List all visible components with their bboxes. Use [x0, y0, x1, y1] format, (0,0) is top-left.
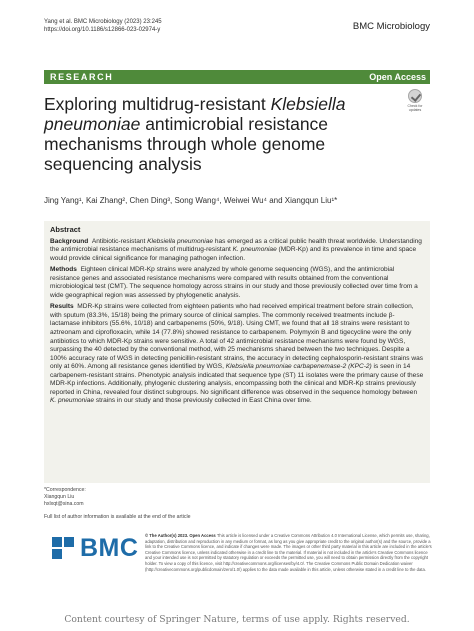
open-access-label: Open Access	[369, 72, 426, 82]
correspondence-name: Xiangqun Liu	[44, 494, 75, 500]
results-text: strains in our study and those previously collected in East China over time.	[94, 397, 312, 405]
background-text: (MDR-Kp) and its prevalence in time and space would provide clinical significance for managing pathogen infection.	[50, 246, 417, 262]
results-label: Results	[50, 303, 74, 311]
check-for-updates-label: Check for updates	[407, 104, 423, 112]
footer-watermark: Content courtesy of Springer Nature, terms of use apply. Rights reserved.	[64, 614, 410, 625]
author-info-note: Full list of author information is available at the end of the article	[44, 514, 191, 520]
species-name: Klebsiella pneumoniae	[147, 237, 214, 245]
abstract-box	[44, 221, 430, 483]
doi-link[interactable]: https://doi.org/10.1186/s12866-023-02974-y	[44, 27, 161, 33]
abstract-methods	[50, 266, 424, 300]
citation-line: Yang et al. BMC Microbiology (2023) 23:245	[44, 19, 162, 25]
author-list: Jing Yang¹, Kai Zhang², Chen Ding³, Song Wang⁴, Weiwei Wu⁴ and Xiangqun Liu¹*	[44, 196, 338, 205]
logo-square-empty	[64, 549, 74, 559]
abstract-background	[50, 238, 424, 264]
gene-name: Klebsiella pneumoniae carbapenemase-2 (KPC-2)	[225, 363, 372, 371]
logo-square	[52, 549, 62, 559]
abstract-heading: Abstract	[50, 225, 81, 234]
article-title	[44, 94, 400, 174]
bmc-logo-text: BMC	[80, 533, 139, 562]
license-body: This article is licensed under a Creative Commons Attribution 4.0 International License, which permits use, sharing, adaptation, distribution and reproduction in any medium or format, as long as you give appropriate credit to the original author(s) and the source, provide a link to the Creative Commons licence, and indicate if changes were made. The images or other third party material in this article are included in the article's Creative Commons licence, unless indicated otherwise in a credit line to the material. If material is not included in the article's Creative Commons licence and your intended use is not permitted by statutory regulation or exceeds the permitted use, you will need to obtain permission directly from the copyright holder. To view a copy of this licence, visit http://creativecommons.org/licenses/by/4.0/. The Creative Commons Public Domain Dedication waiver (http://creativecommons.org/publicdomain/zero/1.0/) applies to the data made available in this article, unless otherwise stated in a credit line to the data.	[145, 533, 432, 572]
license-bold: © The Author(s) 2023. Open Access	[145, 533, 216, 538]
background-text: Antibiotic-resistant	[91, 237, 148, 245]
check-for-updates-icon	[408, 89, 422, 103]
methods-text: Eighteen clinical MDR-Kp strains were analyzed by whole genome sequencing (WGS), and the antimicrobial resistance genes and associated resistance mechanisms were compared with results obtained from the conventional microbiological test (CMT). The sequence homology across strains in our study and those previously collected over time from a wide geographical region was assessed by phylogenetic analysis.	[50, 266, 418, 299]
citation	[44, 18, 162, 34]
background-label: Background	[50, 237, 89, 245]
check-for-updates-button[interactable]	[404, 89, 426, 115]
correspondence-label: *Correspondence:	[44, 487, 86, 493]
background-text: has emerged as a critical public health threat worldwide. Understanding the antimicrobial resistance mechanisms of multidrug-resistant	[50, 237, 422, 254]
license-text	[145, 533, 433, 572]
logo-square	[52, 537, 62, 547]
methods-label: Methods	[50, 266, 77, 274]
logo-square	[64, 537, 74, 547]
title-text-rest: antimicrobial resistance mechanisms through whole genome sequencing analysis	[44, 114, 329, 174]
correspondence-email[interactable]: hxlxqt@sina.com	[44, 501, 84, 507]
bmc-logo-icon	[52, 537, 74, 559]
abstract-results	[50, 303, 424, 406]
journal-name: BMC Microbiology	[352, 21, 430, 32]
species-name: K. pneumoniae	[232, 246, 277, 254]
species-name: K. pneumoniae	[50, 397, 95, 405]
article-type-banner	[44, 70, 430, 84]
title-text: Exploring multidrug-resistant	[44, 94, 271, 114]
bmc-logo[interactable]	[52, 535, 138, 561]
results-text: MDR-Kp strains were collected from eighteen patients who had received empirical treatment before strain collection, with sputum (83.3%, 15/18) being the primary source of clinical samples. The commonly received treatments include β-lactamase inhibitors (55.6%, 10/18) and carbapenems (50%, 9/18). Using CMT, we found that all 18 strains were resistant to aztreonam and ciprofloxacin, while 14 (77.8%) showed resistance to carbapenem. Polymyxin B and tigecycline were the only antibiotics to which MDR-Kp strains were sensitive. A total of 42 antimicrobial resistance mechanisms were found by WGS, surpassing the 40 detected by the conventional method, with 25 mechanisms shared between the two techniques. Despite a 100% accuracy rate of WGS in detecting penicillin-resistant strains, the accuracy in detecting cephalosporin-resistant strains was only at 60%. Among all resistance genes identified by WGS,	[50, 303, 423, 371]
correspondence	[44, 487, 86, 508]
results-text: is seen in 14 carbapenem-resistant strains. Phenotypic analysis indicated that sequence type (ST) 11 isolates were the primary cause of these MDR-Kp infections. Additionally, phylogenic clustering analysis, encompassing both the clinical and MDR-Kp strains previously reported in China, revealed four distinct subgroups. No significant difference was observed in the sequence homology between	[50, 363, 424, 396]
title-species: Klebsiella pneumoniae	[44, 94, 346, 134]
article-type-label: RESEARCH	[50, 72, 114, 82]
